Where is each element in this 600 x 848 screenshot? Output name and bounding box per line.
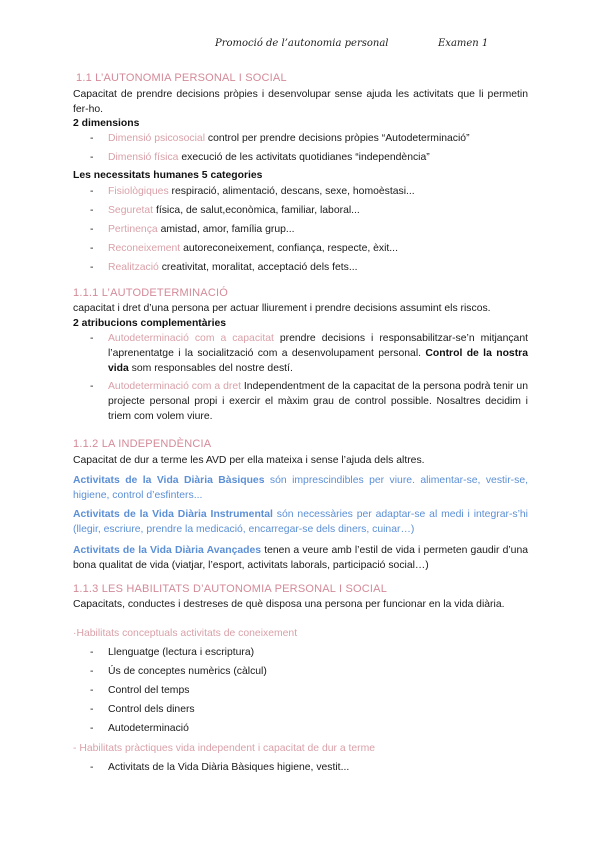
paragraph-habilitats-def: Capacitats, conductes i destreses de què disposa una persona per funcionar en la vida diària. [73, 599, 505, 610]
section-heading-habilitats: 1.1.3 LES HABILITATS D’AUTONOMIA PERSONAL I SOCIAL [73, 583, 388, 595]
header-title: Promoció de l’autonomia personal [215, 38, 389, 49]
header-exam: Examen 1 [438, 38, 489, 49]
term: Dimensió física [108, 152, 179, 163]
subheading-practiques: - Habilitats pràctiques vida independent i capacitat de dur a terme [73, 743, 376, 754]
section-heading-autodeterminacio: 1.1.1 L’AUTODETERMINACIÓ [73, 287, 228, 299]
subheading-conceptuals: ·Habilitats conceptuals activitats de coneixement [73, 628, 298, 639]
paragraph-autonomia-def: Capacitat de prendre decisions pròpies i desenvolupar sense ajuda les activitats que li permetin fer-ho. [73, 89, 528, 115]
subheading-needs: Les necessitats humanes 5 categories [73, 170, 263, 181]
paragraph-avd-instrumental: Activitats de la Vida Diària Instrumental són necessàries per adaptar-se al medi i integrar-s’hi (llegir, escriure, prendre la medicació, encarregar-se dels diners, cuinar…) [73, 509, 528, 535]
term: Dimensió psicosocial [108, 133, 206, 144]
subheading-dimensions: 2 dimensions [73, 118, 140, 129]
list-item: - Autodeterminació com a dret Independentment de la capacitat de la persona podrà tenir un projecte personal propi i exercir el màxim grau de control possible. Nosaltres decidim i triem com volem viure. [90, 381, 528, 422]
paragraph-avd-avancades: Activitats de la Vida Diària Avançades tenen a veure amb l’estil de vida i permeten gaudir d’una bona qualitat de vida (viatjar, l’esport, activitats laborals, participació social…) [73, 545, 528, 571]
document-page: Promoció de l’autonomia personal Examen 1 1.1 L’AUTONOMIA PERSONAL I SOCIAL Capacitat de prendre decisions pròpies i desenvolupar sense ajuda les activitats que li permetin fer-ho. 2 dimensions - Dimensió psicosocial control per prendre decisions pròpies “Autodeterminació” - Dimensió física execució de les activitats quotidianes “independència” Les necessitats humanes 5 categories - Fisiològiques respiració, alimentació, descans, sexe, homoèstasi... - Seguretat física, de salut,econòmica, familiar, laboral... - Pertinença amistad, amor, família grup... - Reconeixement autoreconeixement, confiança, respecte, èxit... - Realització creativitat, moralitat, acceptació dels fets... 1.1.1 L’AUTODETERMINACIÓ capacitat i dret d’una persona per actuar lliurement i prendre decisions assumint els riscos. 2 atribucions complementàries - Autodeterminació com a capacitat prendre decisions i responsabilitzar-se’n mitjançant l’aprenentatge i la socialització com a desenvolupament personal. Control de la nostra vida som responsables del nostre destí. - Autodeterminació com a dret Independentment de la capacitat de la persona podrà tenir un projecte personal propi i exercir el màxim grau de control possible. Nosaltres decidim i triem com volem viure. 1.1.2 LA INDEPENDÈNCIA Capacitat de dur a terme les AVD per ella mateixa i sense l’ajuda dels altres. Activitats de la Vida Diària Bàsiques són imprescindibles per viure. alimentar-se, vestir-se, higiene, control d’esfinters... Activitats de la Vida Diària Instrumental són necessàries per adaptar-se al medi i integrar-s’hi (llegir, escriure, prendre la medicació, encarregar-se dels diners, cuinar…) Activitats de la Vida Diària Avançades tenen a veure amb l’estil de vida i permeten gaudir d’una bona qualitat de vida (viatjar, l’esport, activitats laborals, participació social…) 1.1.3 LES HABILITATS D’AUTONOMIA PERSONAL I SOCIAL Capacitats, conductes i destreses de què disposa una persona per funcionar en la vida diària. ·Habilitats conceptuals activitats de coneixement - Llenguatge (lectura i escriptura) - Ús de conceptes numèrics (càlcul) - Control del temps - Control dels diners - Autodeterminació - Habilitats pràctiques vida independent i capacitat de dur a terme - Activitats de la Vida Diària Bàsiques higiene, vestit... [0, 0, 600, 848]
paragraph-independencia-def: Capacitat de dur a terme les AVD per ella mateixa i sense l’ajuda dels altres. [73, 455, 425, 466]
section-heading-independencia: 1.1.2 LA INDEPENDÈNCIA [73, 438, 212, 450]
paragraph-autodeterminacio-def: capacitat i dret d’una persona per actuar lliurement i prendre decisions assumint els riscos. [73, 303, 491, 314]
paragraph-avd-basiques: Activitats de la Vida Diària Bàsiques són imprescindibles per viure. alimentar-se, vestir-se, higiene, control d’esfinters... [73, 475, 528, 501]
section-heading-autonomia: 1.1 L’AUTONOMIA PERSONAL I SOCIAL [76, 72, 287, 84]
list-item: - Autodeterminació com a capacitat prendre decisions i responsabilitzar-se’n mitjançant l’aprenentatge i la socialització com a desenvolupament personal. Control de la nostra vida som responsables del nostre destí. [90, 333, 528, 374]
subheading-atribucions: 2 atribucions complementàries [73, 318, 227, 329]
